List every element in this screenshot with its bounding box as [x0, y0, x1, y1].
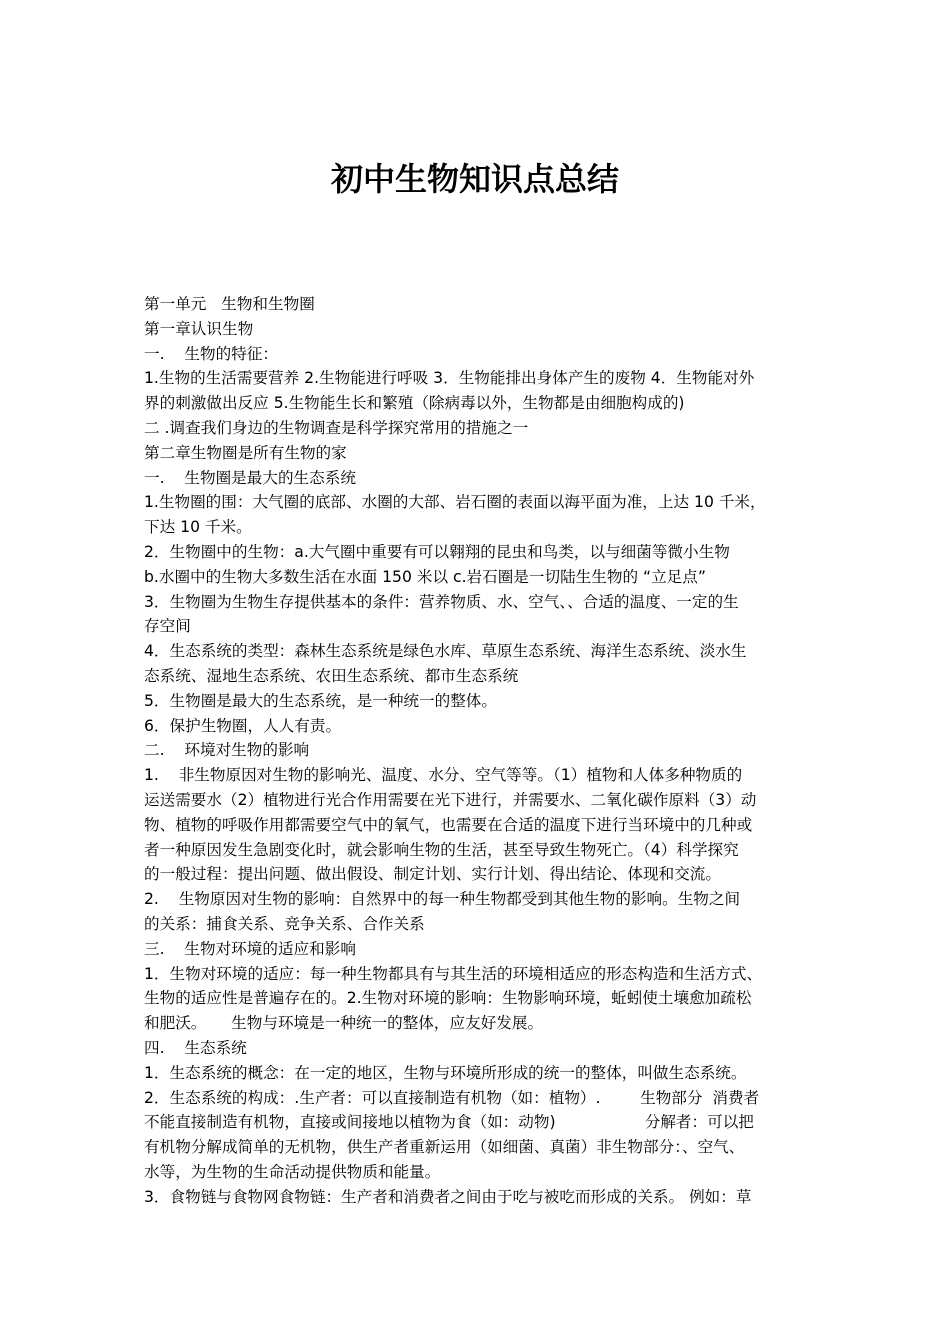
- text-line: 水等，为生物的生命活动提供物质和能量。: [144, 1162, 441, 1181]
- text-line: 的一般过程：提出问题、做出假设、制定计划、实行计划、得出结论、体现和交流。: [144, 865, 721, 884]
- text-line: 不能直接制造有机物，直接或间接地以植物为食（如：动物) 分解者：可以把: [144, 1113, 754, 1132]
- text-line: 4．生态系统的类型：森林生态系统是绿色水库、草原生态系统、海洋生态系统、淡水生: [144, 642, 747, 661]
- text-line: 6．保护生物圈，人人有责。: [144, 716, 342, 735]
- text-line: 1. 非生物原因对生物的影响光、温度、水分、空气等等。（1）植物和人体多种物质的: [144, 766, 743, 785]
- text-line: 1.生物的生活需要营养 2.生物能进行呼吸 3．生物能排出身体产生的废物 4．生物能对外: [144, 369, 755, 388]
- text-line: 1．生物对环境的适应：每一种生物都具有与其生活的环境相适应的形态构造和生活方式、: [144, 964, 763, 983]
- text-line: 第一章认识生物: [144, 319, 254, 338]
- text-line: 四. 生态系统: [144, 1038, 247, 1057]
- text-line: 3．食物链与食物网食物链：生产者和消费者之间由于吃与被吃而形成的关系。 例如：草: [144, 1187, 752, 1206]
- text-line: 1.生物圈的围：大气圈的底部、水圈的大部、岩石圈的表面以海平面为准，上达 10 千米，: [144, 493, 766, 512]
- text-line: 运送需要水（2）植物进行光合作用需要在光下进行，并需要水、二氧化碳作原料（3）动: [144, 790, 757, 809]
- text-line: 3．生物圈为生物生存提供基本的条件：营养物质、水、空气、、合适的温度、一定的生: [144, 592, 739, 611]
- text-line: 的关系：捕食关系、竞争关系、合作关系: [144, 914, 425, 933]
- text-line: 2. 生物原因对生物的影响：自然界中的每一种生物都受到其他生物的影响。生物之间: [144, 890, 741, 909]
- text-line: 5．生物圈是最大的生态系统，是一种统一的整体。: [144, 691, 497, 710]
- text-line: 和肥沃。 生物与环境是一种统一的整体，应友好发展。: [144, 1014, 544, 1033]
- text-line: 第一单元 生物和生物圈: [144, 295, 315, 313]
- text-line: 态系统、湿地生态系统、农田生态系统、都市生态系统: [144, 666, 519, 685]
- text-line: b.水圈中的生物大多数生活在水面 150 米以 c.岩石圈是一切陆生生物的 “立足点”: [144, 567, 706, 586]
- text-line: 界的刺激做出反应 5.生物能生长和繁殖（除病毒以外，生物都是由细胞构成的): [144, 394, 685, 413]
- text-line: 一. 生物圈是最大的生态系统: [144, 468, 356, 487]
- text-line: 存空间: [144, 617, 191, 636]
- text-line: 2．生态系统的构成：.生产者：可以直接制造有机物（如：植物）. 生物部分 消费者: [144, 1088, 760, 1107]
- document-title: 初中生物知识点总结: [330, 160, 619, 198]
- text-line: 1．生态系统的概念：在一定的地区，生物与环境所形成的统一的整体，叫做生态系统。: [144, 1063, 747, 1082]
- text-line: 下达 10 千米。: [144, 518, 252, 537]
- text-line: 一. 生物的特征：: [144, 344, 278, 363]
- text-line: 物、植物的呼吸作用都需要空气中的氧气，也需要在合适的温度下进行当环境中的几种或: [144, 815, 753, 834]
- text-line: 二 .调查我们身边的生物调查是科学探究常用的措施之一: [144, 418, 529, 437]
- text-line: 者一种原因发生急剧变化时，就会影响生物的生活，甚至导致生物死亡。（4）科学探究: [144, 840, 739, 859]
- text-line: 生物的适应性是普遍存在的。2.生物对环境的影响：生物影响环境，蚯蚓使土壤愈加疏松: [144, 989, 752, 1008]
- text-line: 三. 生物对环境的适应和影响: [144, 939, 356, 958]
- text-line: 有机物分解成简单的无机物，供生产者重新运用（如细菌、真菌）非生物部分：、空气、: [144, 1138, 745, 1157]
- text-line: 第二章生物圈是所有生物的家: [144, 443, 347, 462]
- text-line: 二. 环境对生物的影响: [144, 741, 310, 760]
- text-line: 2．生物圈中的生物：a.大气圈中重要有可以翱翔的昆虫和鸟类，以与细菌等微小生物: [144, 542, 730, 561]
- document-body: [144, 292, 812, 1209]
